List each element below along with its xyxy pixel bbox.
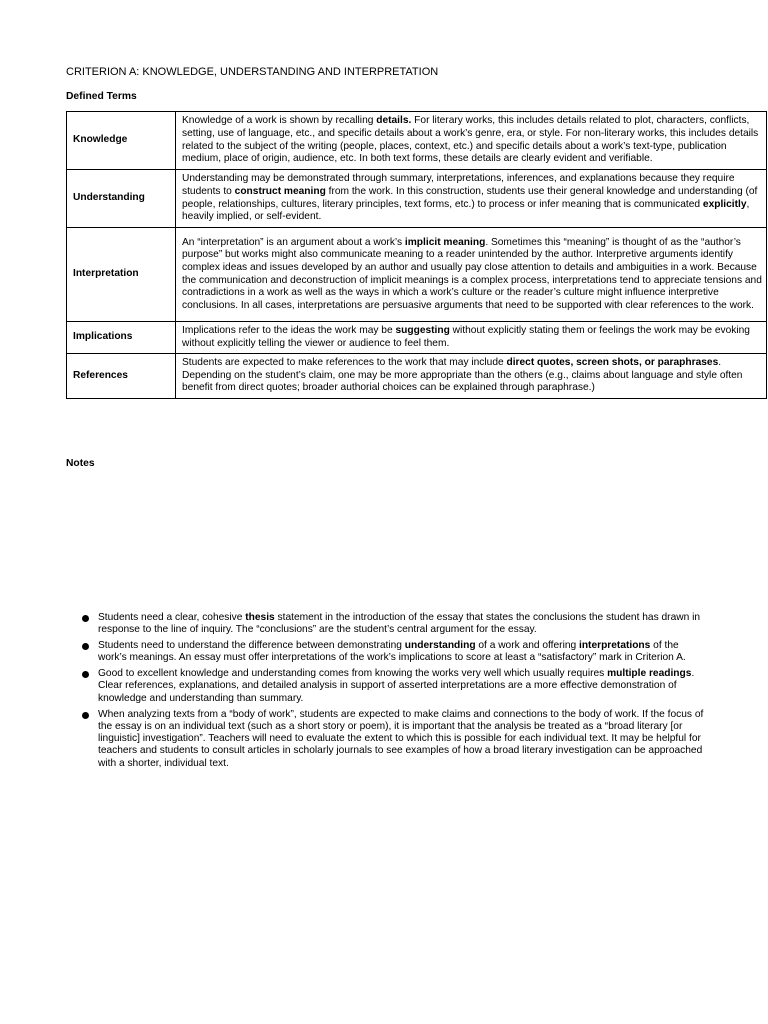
notes-list bbox=[80, 612, 705, 774]
text-run: For literary works, this includes details related to plot, characters, conflicts, setting, use of language, etc., and specific details about a work’s genre, era, or style. For non-literary works, this includes details related to the subject of the writing (people, places, context, etc.) and specific details about a work’s text-type, publication medium, place of origin, audience, etc. In both text forms, these details are clearly evident and verifiable. bbox=[182, 115, 759, 165]
text-run: without explicitly stating them or feelings the work may be evoking without explicitly telling the viewer or audience to feel them. bbox=[182, 324, 750, 349]
text-run: Good to excellent knowledge and understanding comes from knowing the works very well which usually requires bbox=[98, 668, 608, 680]
text-run: Knowledge of a work is shown by recalling bbox=[182, 115, 377, 127]
definition-cell bbox=[176, 112, 767, 170]
bold-text: suggesting bbox=[395, 324, 450, 336]
definition-cell bbox=[176, 322, 767, 354]
table-row bbox=[67, 170, 767, 228]
defined-terms-heading: Defined Terms bbox=[66, 91, 137, 102]
bold-text: multiple readings bbox=[607, 668, 692, 680]
list-item bbox=[80, 640, 705, 665]
term-cell: References bbox=[67, 354, 176, 399]
text-run: An “interpretation” is an argument about a work’s bbox=[182, 236, 405, 248]
list-item bbox=[80, 668, 705, 705]
text-run: Understanding may be demonstrated through summary, interpretations, inferences, and explanations because they require students to bbox=[182, 173, 735, 197]
note-text bbox=[98, 640, 705, 665]
bullet-icon bbox=[82, 671, 89, 678]
definition-cell bbox=[176, 228, 767, 322]
table-row bbox=[67, 228, 767, 322]
bullet-icon bbox=[82, 615, 89, 622]
text-run: Implications refer to the ideas the work may be bbox=[182, 324, 396, 336]
bold-text: construct meaning bbox=[234, 185, 326, 197]
text-run: . Depending on the student’s claim, one may be more appropriate than the others (e.g., claims about language and style often benefit from direct quotes; broader authorial choices can be explained through paraphrase.) bbox=[182, 357, 743, 394]
table-row bbox=[67, 322, 767, 354]
text-run: of the work’s meanings. An essay must offer interpretations of the work’s implications to score at least a “satisfactory” mark in Criterion A. bbox=[98, 640, 686, 664]
note-text bbox=[98, 709, 705, 770]
note-text bbox=[98, 612, 705, 637]
bullet-icon bbox=[82, 712, 89, 719]
bold-text: direct quotes, screen shots, or paraphrases bbox=[506, 357, 719, 369]
term-cell: Interpretation bbox=[67, 228, 176, 322]
bold-text: interpretations bbox=[579, 640, 651, 652]
bold-text: explicitly bbox=[702, 198, 747, 210]
notes-heading: Notes bbox=[66, 458, 95, 469]
text-run: of a work and offering bbox=[475, 640, 579, 652]
text-run: , heavily implied, or self-evident. bbox=[182, 198, 750, 223]
definition-cell bbox=[176, 354, 767, 399]
criterion-heading: CRITERION A: KNOWLEDGE, UNDERSTANDING AND INTERPRETATION bbox=[66, 66, 439, 78]
bullet-icon bbox=[82, 643, 89, 650]
term-cell: Implications bbox=[67, 322, 176, 354]
term-cell: Knowledge bbox=[67, 112, 176, 170]
note-text bbox=[98, 668, 705, 705]
bold-text: implicit meaning bbox=[404, 236, 486, 248]
text-run: Students need to understand the difference between demonstrating bbox=[98, 640, 405, 652]
bold-text: thesis bbox=[245, 612, 275, 623]
table-row bbox=[67, 354, 767, 399]
text-run: . Clear references, explanations, and detailed analysis in support of asserted interpretations are a more effective demonstration of knowledge and understanding than summary. bbox=[98, 668, 695, 704]
text-run: Students are expected to make references to the work that may include bbox=[182, 357, 507, 369]
bold-text: understanding bbox=[404, 640, 476, 652]
bold-text: details. bbox=[376, 115, 412, 127]
definition-cell bbox=[176, 170, 767, 228]
term-cell: Understanding bbox=[67, 170, 176, 228]
text-run: statement in the introduction of the essay that states the conclusions the student has drawn in response to the line of inquiry. The “conclusions” are the student’s central argument for the essay. bbox=[98, 612, 701, 636]
defined-terms-table bbox=[66, 111, 767, 399]
text-run: When analyzing texts from a “body of work”, students are expected to make claims and connections to the body of work. If the focus of the essay is on an individual text (such as a short story or poem), it is important that the analysis be treated as a “broad literary [or linguistic] investigation”. Teachers will need to evaluate the extent to which this is possible for each individual text. It may be helpful for teachers and students to consult articles in scholarly journals to see examples of how a broad literary investigation can be approached with a shorter, individual text. bbox=[98, 708, 704, 769]
list-item bbox=[80, 709, 705, 770]
text-run: from the work. In this construction, students use their general knowledge and understanding (of people, relationships, cultures, literary principles, text forms, etc.) to process or infer meaning that is communicated bbox=[182, 185, 758, 210]
text-run: . Sometimes this “meaning” is thought of as the “author’s purpose” but works might also communicate meaning to a reader unintended by the author. Interpretive arguments identify complex ideas and issues developed by an author and usually pay close attention to details and ambiguities in a work. Because the communication and deconstruction of implicit meanings is a complex process, interpretations tend to appreciate tensions and contradictions in a work as well as the ways in which a work’s culture or the reader’s culture might influence interpretive conclusions. In all cases, interpretations are persuasive arguments that need to be supported with clear references to the work. bbox=[182, 236, 762, 311]
list-item bbox=[80, 612, 705, 637]
text-run: Students need a clear, cohesive bbox=[98, 612, 246, 623]
table-row bbox=[67, 112, 767, 170]
